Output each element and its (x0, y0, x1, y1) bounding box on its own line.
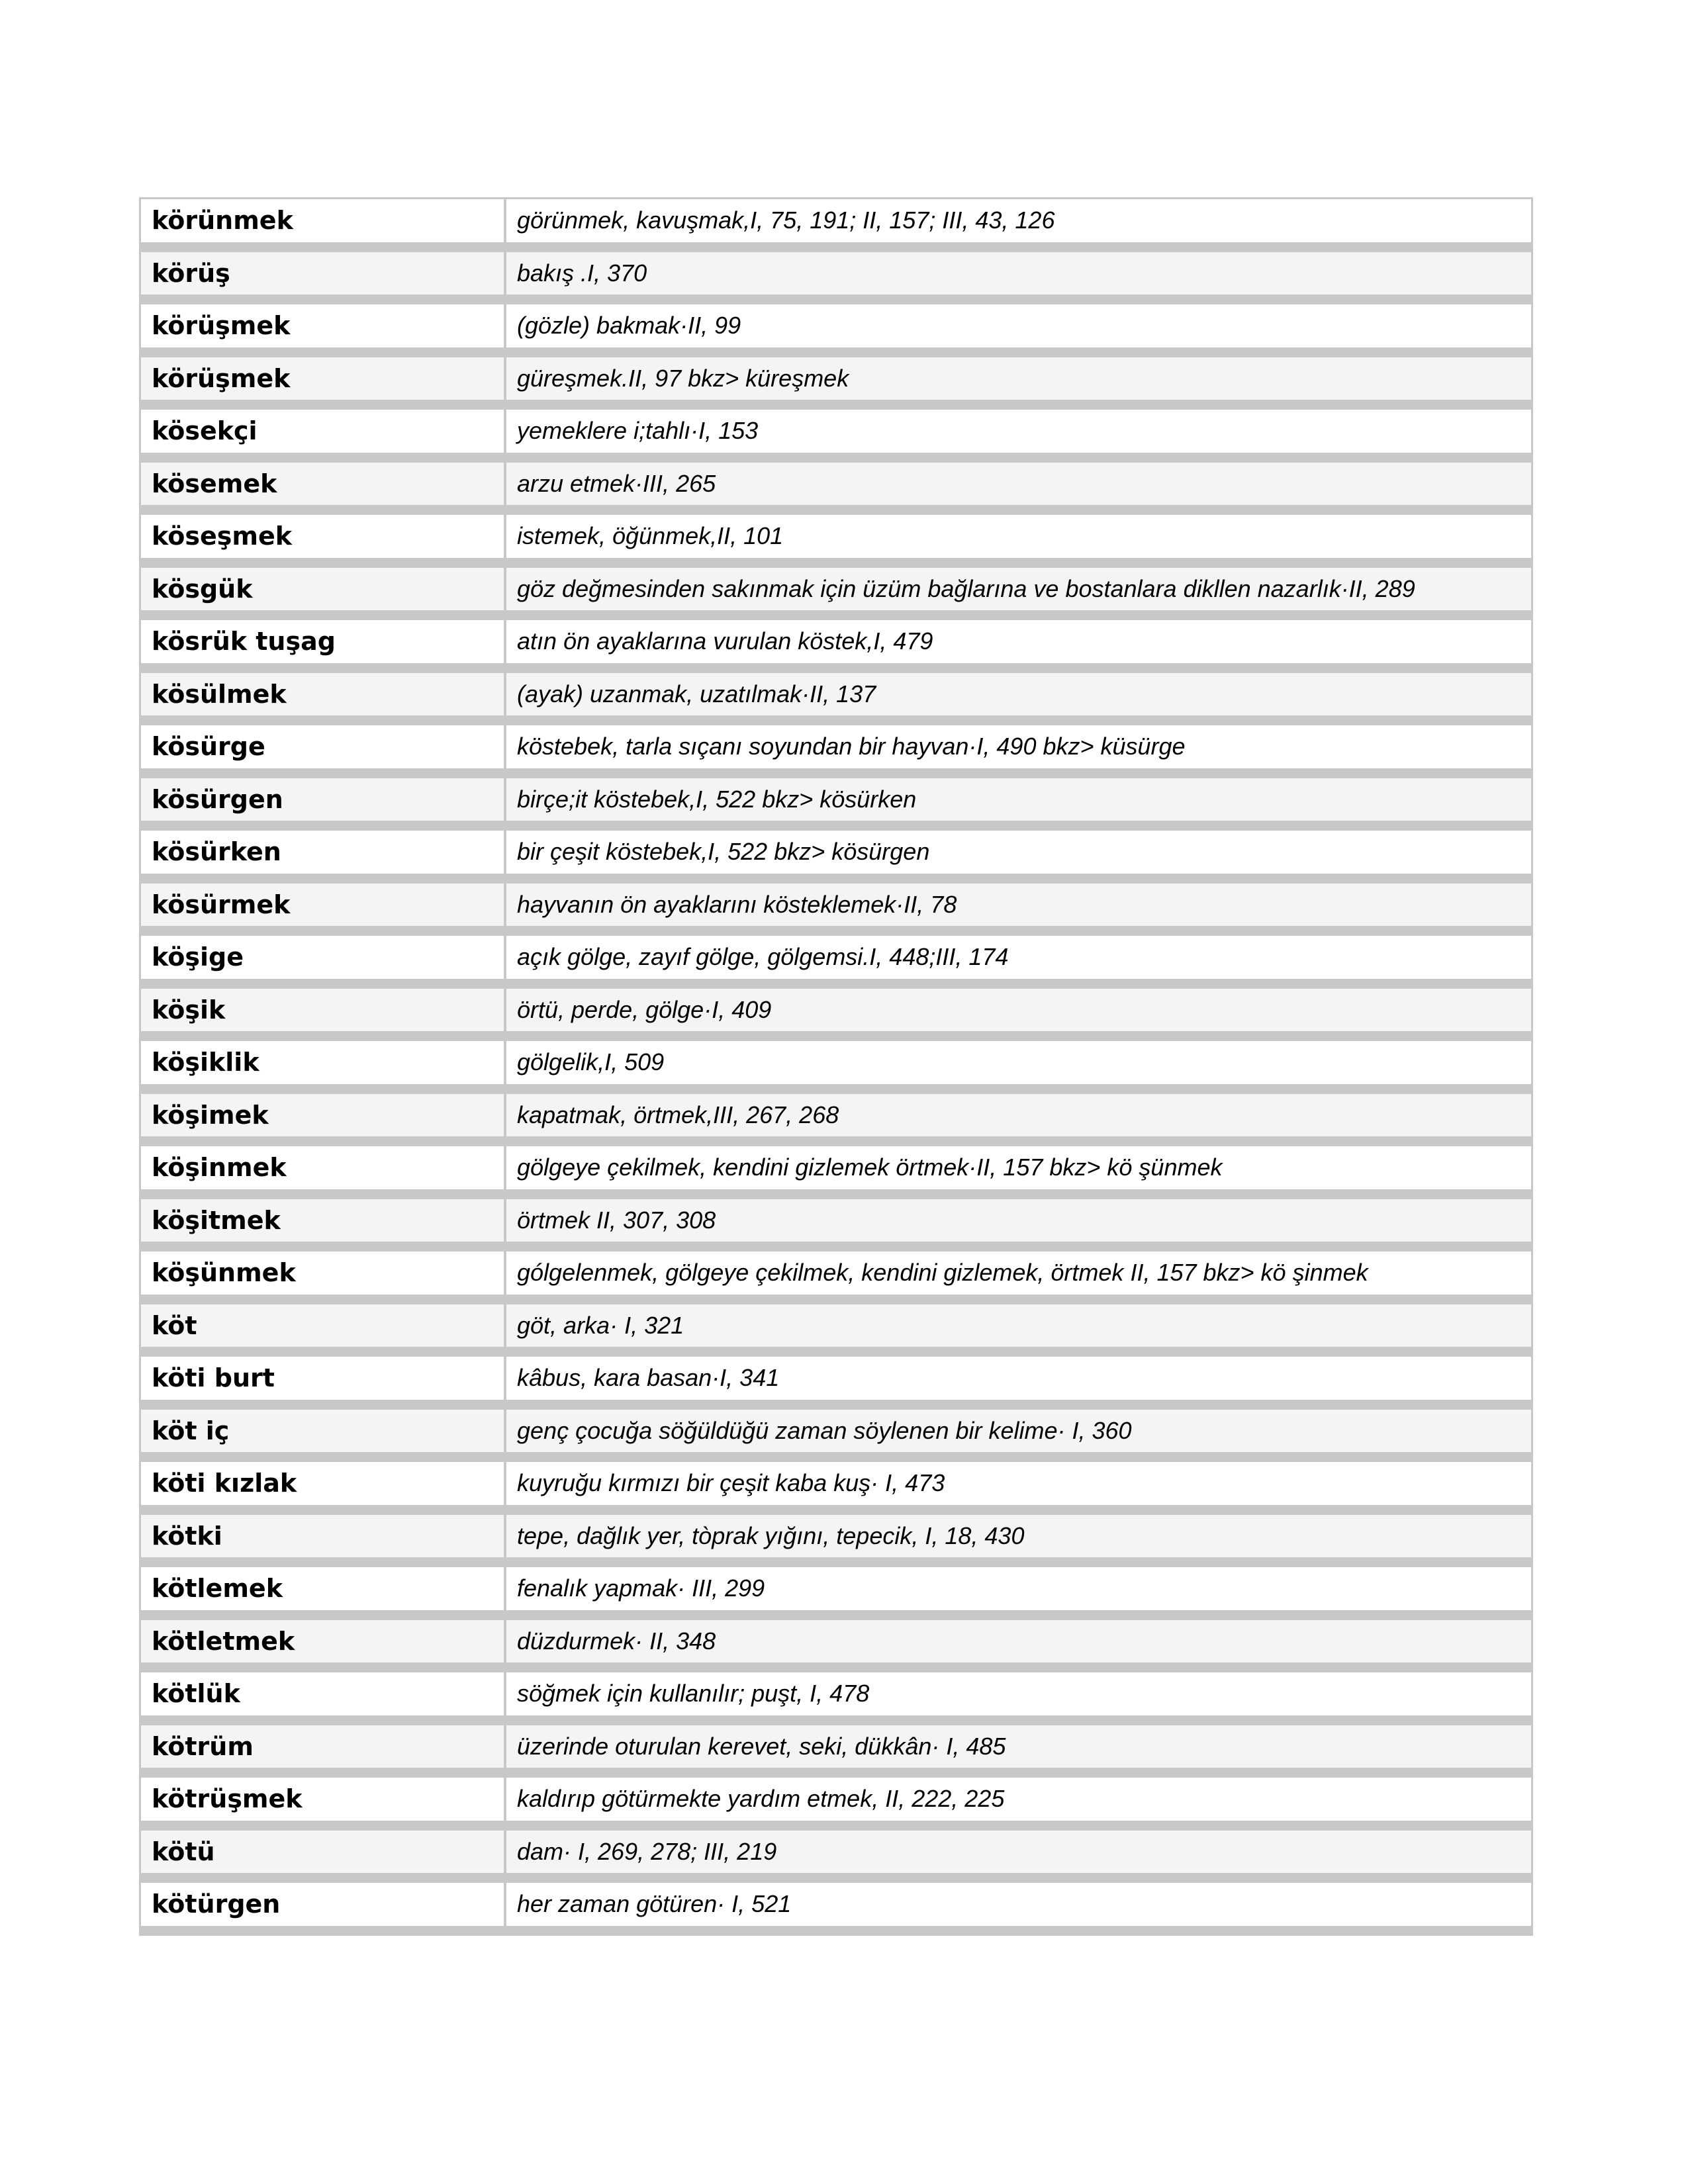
definition-cell: örtmek II, 307, 308 (506, 1199, 1531, 1242)
headword-cell: köti burt (141, 1357, 506, 1400)
definition-cell: her zaman götüren· I, 521 (506, 1883, 1531, 1926)
headword-cell: köseşmek (141, 515, 506, 558)
table-row (141, 1778, 1531, 1831)
table-row (141, 1725, 1531, 1778)
headword-cell: köşünmek (141, 1251, 506, 1295)
headword-cell: kösrük tuşag (141, 620, 506, 663)
definition-cell: istemek, öğünmek,II, 101 (506, 515, 1531, 558)
headword-cell: kösürmek (141, 884, 506, 927)
definition-cell: açık gölge, zayıf gölge, gölgemsi.I, 448;III, 174 (506, 936, 1531, 979)
definition-cell: düzdurmek· II, 348 (506, 1620, 1531, 1663)
definition-cell: göz değmesinden sakınmak için üzüm bağlarına ve bostanlara dikllen nazarlık·II, 289 (506, 568, 1531, 611)
table-row (141, 620, 1531, 673)
definition-cell: arzu etmek·III, 265 (506, 463, 1531, 506)
table-row (141, 1357, 1531, 1410)
headword-cell: kötletmek (141, 1620, 506, 1663)
definition-cell: dam· I, 269, 278; III, 219 (506, 1831, 1531, 1874)
definition-cell: (ayak) uzanmak, uzatılmak·II, 137 (506, 673, 1531, 716)
table-row (141, 884, 1531, 936)
table-row (141, 1515, 1531, 1568)
headword-cell: kösülmek (141, 673, 506, 716)
definition-cell: hayvanın ön ayaklarını kösteklemek·II, 78 (506, 884, 1531, 927)
definition-cell: üzerinde oturulan kerevet, seki, dükkân· I, 485 (506, 1725, 1531, 1768)
headword-cell: kötlemek (141, 1567, 506, 1610)
table-row (141, 1883, 1531, 1936)
headword-cell: köt (141, 1304, 506, 1347)
table-row (141, 778, 1531, 831)
definition-cell: gólgelenmek, gölgeye çekilmek, kendini gizlemek, örtmek II, 157 bkz> kö şinmek (506, 1251, 1531, 1295)
table-row (141, 252, 1531, 305)
table-row (141, 568, 1531, 621)
table-row (141, 1304, 1531, 1357)
definition-cell: kapatmak, örtmek,III, 267, 268 (506, 1094, 1531, 1137)
headword-cell: köti kızlak (141, 1462, 506, 1505)
headword-cell: kösemek (141, 463, 506, 506)
headword-cell: köşiklik (141, 1041, 506, 1084)
table-row (141, 936, 1531, 989)
headword-cell: köt iç (141, 1410, 506, 1453)
headword-cell: kötlük (141, 1672, 506, 1715)
headword-cell: körünmek (141, 199, 506, 242)
headword-cell: kötrüm (141, 1725, 506, 1768)
definition-cell: atın ön ayaklarına vurulan köstek,I, 479 (506, 620, 1531, 663)
definition-cell: birçe;it köstebek,I, 522 bkz> kösürken (506, 778, 1531, 821)
definition-cell: söğmek için kullanılır; puşt, I, 478 (506, 1672, 1531, 1715)
headword-cell: kösgük (141, 568, 506, 611)
table-row (141, 1567, 1531, 1620)
definition-cell: görünmek, kavuşmak,I, 75, 191; II, 157; III, 43, 126 (506, 199, 1531, 242)
table-row (141, 357, 1531, 410)
table-row (141, 1094, 1531, 1147)
headword-cell: kösürgen (141, 778, 506, 821)
table-row (141, 1199, 1531, 1252)
dictionary-table (139, 197, 1533, 1936)
definition-cell: göt, arka· I, 321 (506, 1304, 1531, 1347)
headword-cell: kötki (141, 1515, 506, 1558)
headword-cell: kösekçi (141, 410, 506, 453)
definition-cell: bir çeşit köstebek,I, 522 bkz> kösürgen (506, 831, 1531, 874)
definition-cell: kuyruğu kırmızı bir çeşit kaba kuş· I, 473 (506, 1462, 1531, 1505)
table-row (141, 1041, 1531, 1094)
headword-cell: körüşmek (141, 304, 506, 347)
definition-cell: genç çocuğa söğüldüğü zaman söylenen bir kelime· I, 360 (506, 1410, 1531, 1453)
definition-cell: yemeklere i;tahlı·I, 153 (506, 410, 1531, 453)
headword-cell: kötrüşmek (141, 1778, 506, 1821)
headword-cell: kötürgen (141, 1883, 506, 1926)
headword-cell: kötü (141, 1831, 506, 1874)
headword-cell: köşik (141, 989, 506, 1032)
table-row (141, 1251, 1531, 1304)
headword-cell: körüşmek (141, 357, 506, 400)
headword-cell: köşitmek (141, 1199, 506, 1242)
table-row (141, 410, 1531, 463)
table-row (141, 1831, 1531, 1884)
definition-cell: gölgeye çekilmek, kendini gizlemek örtmek·II, 157 bkz> kö şünmek (506, 1146, 1531, 1189)
headword-cell: kösürge (141, 725, 506, 768)
table-row (141, 1672, 1531, 1725)
table-row (141, 1146, 1531, 1199)
table-row (141, 1410, 1531, 1463)
definition-cell: örtü, perde, gölge·I, 409 (506, 989, 1531, 1032)
headword-cell: kösürken (141, 831, 506, 874)
definition-cell: gölgelik,I, 509 (506, 1041, 1531, 1084)
table-row (141, 463, 1531, 516)
table-row (141, 1462, 1531, 1515)
table-row (141, 725, 1531, 778)
definition-cell: köstebek, tarla sıçanı soyundan bir hayvan·I, 490 bkz> küsürge (506, 725, 1531, 768)
headword-cell: köşinmek (141, 1146, 506, 1189)
headword-cell: körüş (141, 252, 506, 295)
table-row (141, 1620, 1531, 1673)
definition-cell: kâbus, kara basan·I, 341 (506, 1357, 1531, 1400)
definition-cell: fenalık yapmak· III, 299 (506, 1567, 1531, 1610)
table-row (141, 515, 1531, 568)
table-row (141, 673, 1531, 726)
definition-cell: (gözle) bakmak·II, 99 (506, 304, 1531, 347)
table-row (141, 831, 1531, 884)
definition-cell: tepe, dağlık yer, tòprak yığını, tepecik, I, 18, 430 (506, 1515, 1531, 1558)
table-row (141, 199, 1531, 252)
headword-cell: köşige (141, 936, 506, 979)
table-row (141, 304, 1531, 357)
definition-cell: bakış .I, 370 (506, 252, 1531, 295)
table-row (141, 989, 1531, 1042)
headword-cell: köşimek (141, 1094, 506, 1137)
definition-cell: kaldırıp götürmekte yardım etmek, II, 222, 225 (506, 1778, 1531, 1821)
definition-cell: güreşmek.II, 97 bkz> küreşmek (506, 357, 1531, 400)
